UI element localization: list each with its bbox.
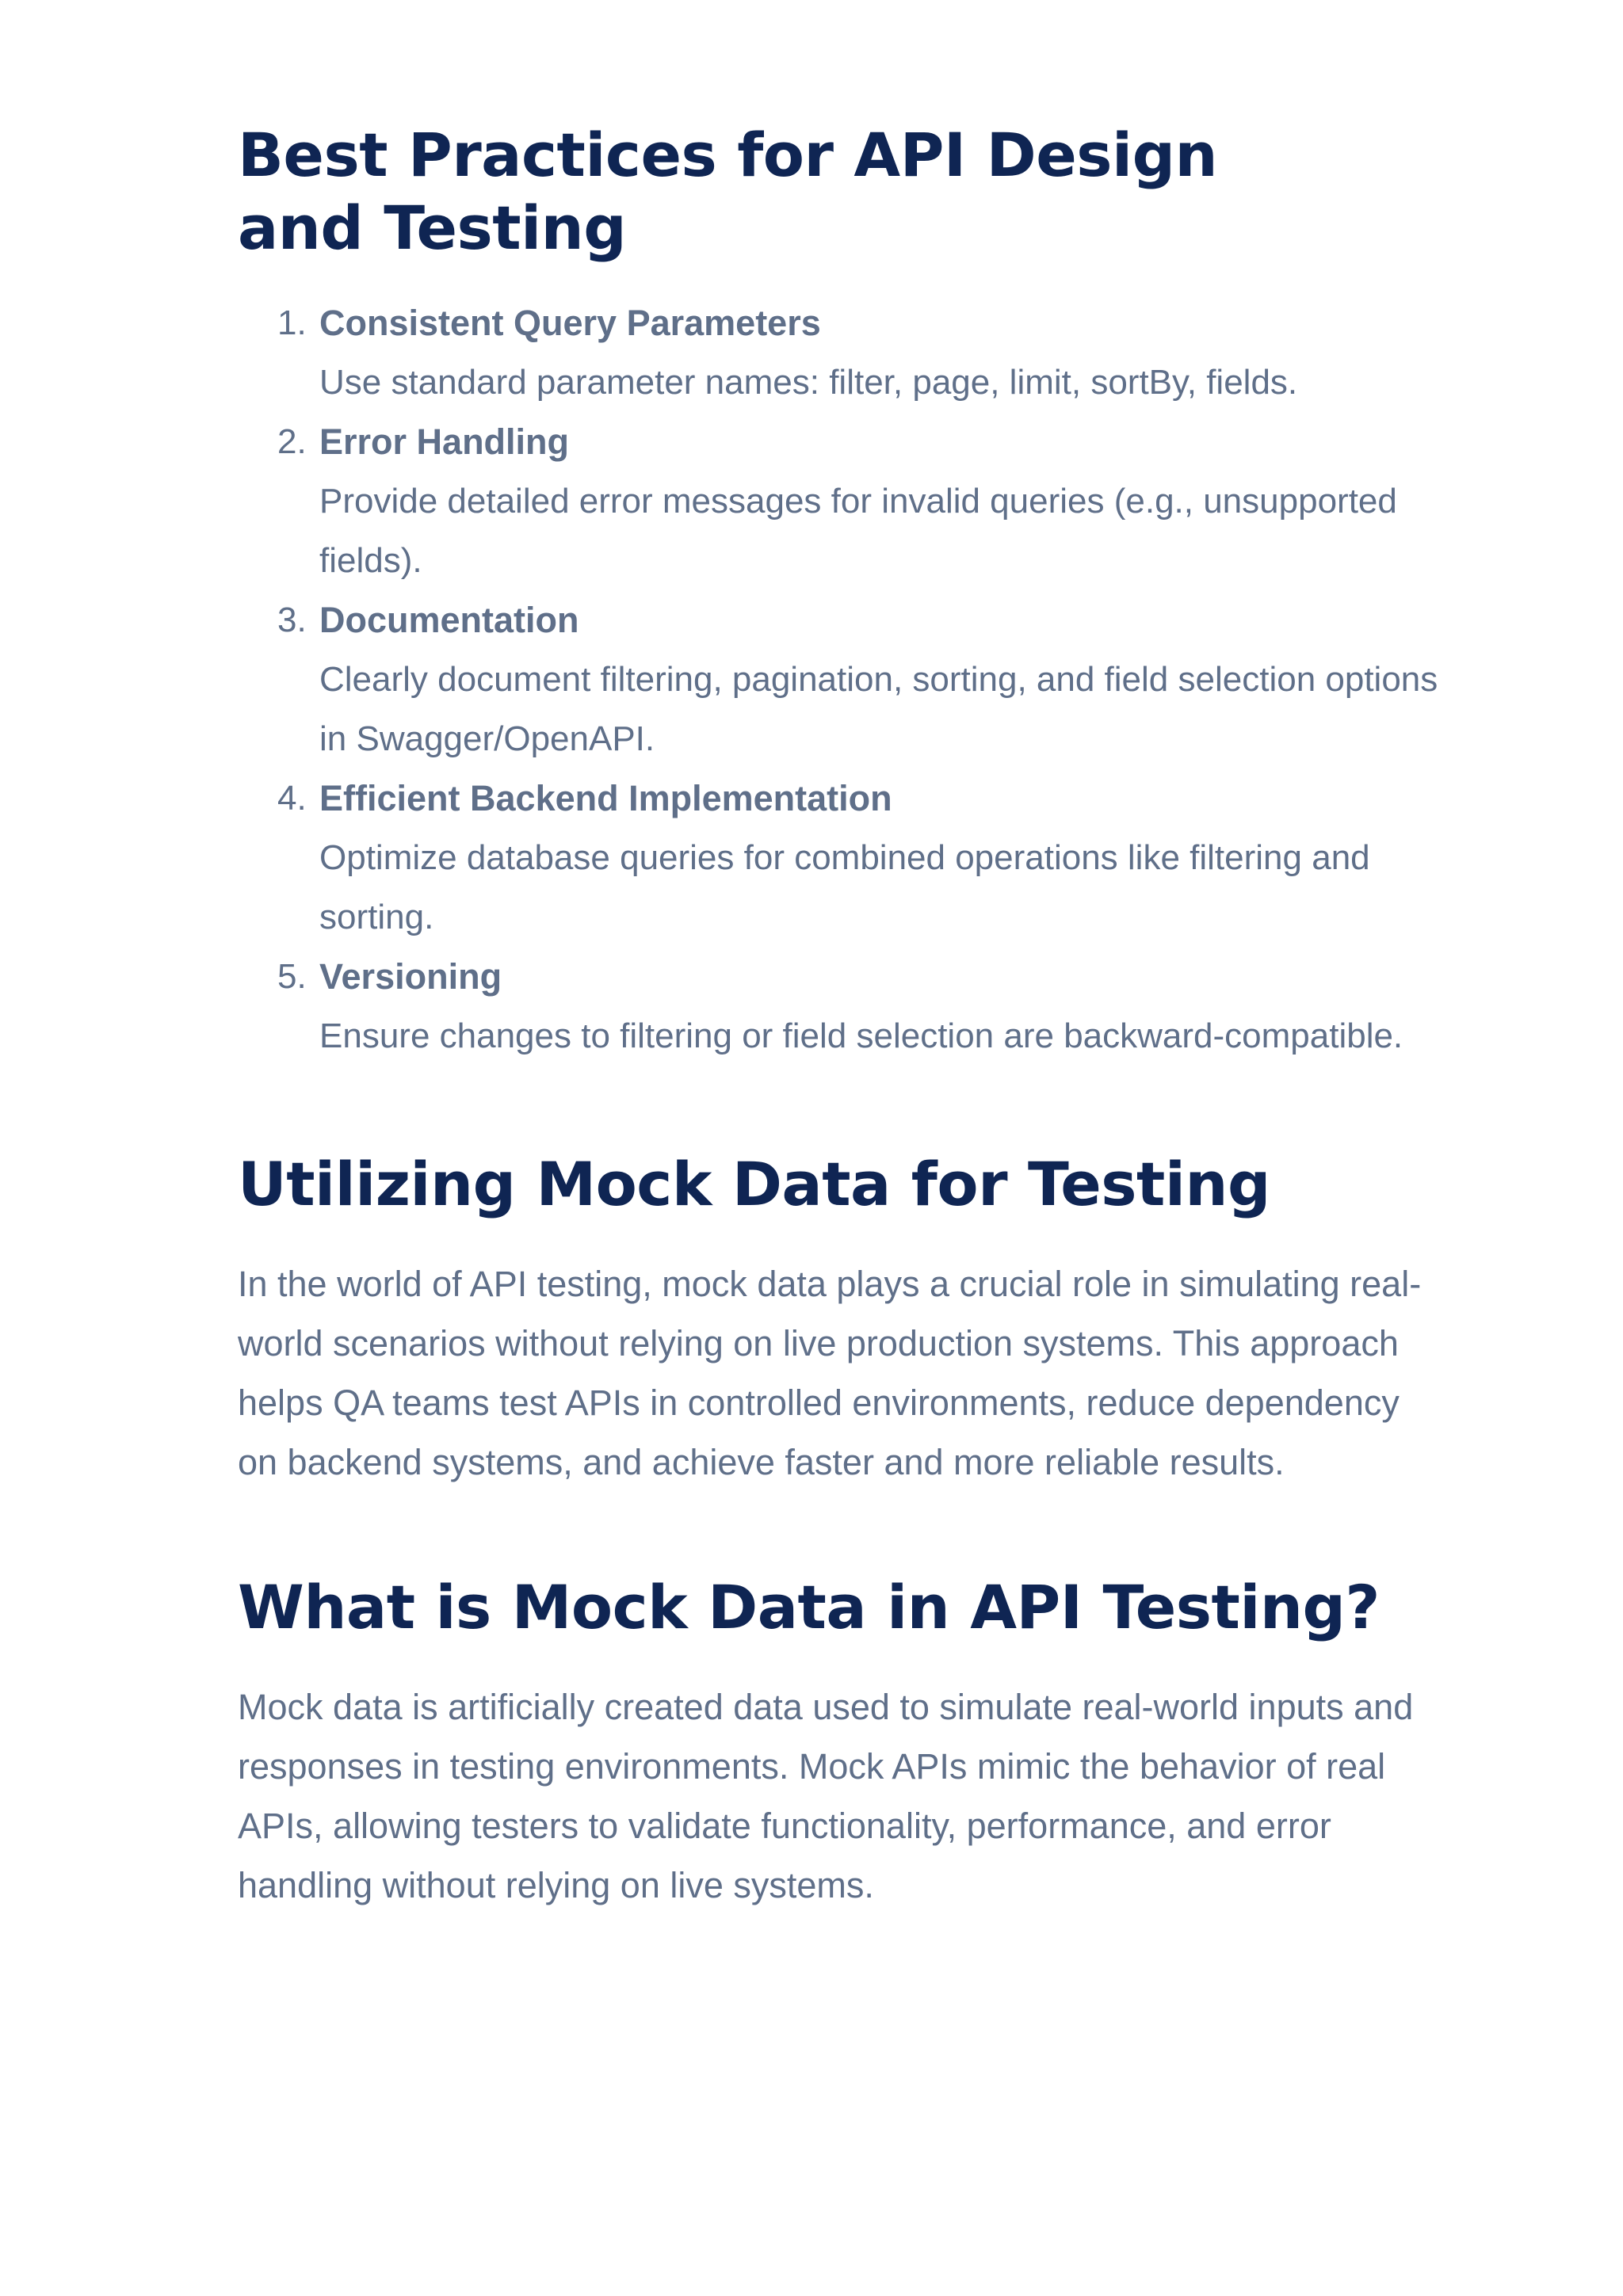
list-item-title: Versioning	[319, 956, 502, 997]
list-item-title: Documentation	[319, 600, 579, 640]
list-number: 1.	[277, 303, 307, 342]
list-item	[238, 590, 1442, 769]
heading-best-practices: Best Practices for API Design and Testing	[238, 120, 1218, 263]
list-number: 2.	[277, 422, 307, 461]
section-what-is-mock-data	[238, 1571, 1442, 1915]
list-item-description: Clearly document filtering, pagination, sorting, and field selection options in Swagger/OpenAPI.	[319, 660, 1438, 758]
list-number: 4.	[277, 779, 307, 818]
best-practices-list	[238, 293, 1442, 1066]
section-mock-data	[238, 1148, 1442, 1492]
list-item-title: Efficient Backend Implementation	[319, 778, 892, 818]
list-item	[238, 412, 1442, 590]
paragraph-what-is-mock-data: Mock data is artificially created data used to simulate real-world inputs and responses in testing environments. Mock APIs mimic the behavior of real APIs, allowing testers to validate functionality, performance, and error handling without relying on live systems.	[238, 1687, 1414, 1905]
heading-mock-data: Utilizing Mock Data for Testing	[238, 1149, 1270, 1219]
list-item-description: Ensure changes to filtering or field selection are backward-compatible.	[319, 1016, 1403, 1055]
list-item	[238, 947, 1442, 1066]
paragraph-mock-data: In the world of API testing, mock data plays a crucial role in simulating real-world scenarios without relying on live production systems. This approach helps QA teams test APIs in controlled environments, reduce dependency on backend systems, and achieve faster and more reliable results.	[238, 1264, 1422, 1482]
list-number: 5.	[277, 957, 307, 996]
heading-what-is-mock-data: What is Mock Data in API Testing?	[238, 1572, 1380, 1642]
list-item	[238, 769, 1442, 947]
list-item-title: Consistent Query Parameters	[319, 303, 821, 343]
section-best-practices	[238, 119, 1442, 1066]
document-page	[238, 119, 1442, 1915]
list-item-description: Use standard parameter names: filter, page, limit, sortBy, fields.	[319, 363, 1298, 402]
list-item-description: Optimize database queries for combined operations like filtering and sorting.	[319, 838, 1370, 936]
list-item	[238, 293, 1442, 412]
list-number: 3.	[277, 601, 307, 639]
list-item-description: Provide detailed error messages for invalid queries (e.g., unsupported fields).	[319, 482, 1397, 580]
list-item-title: Error Handling	[319, 421, 570, 462]
